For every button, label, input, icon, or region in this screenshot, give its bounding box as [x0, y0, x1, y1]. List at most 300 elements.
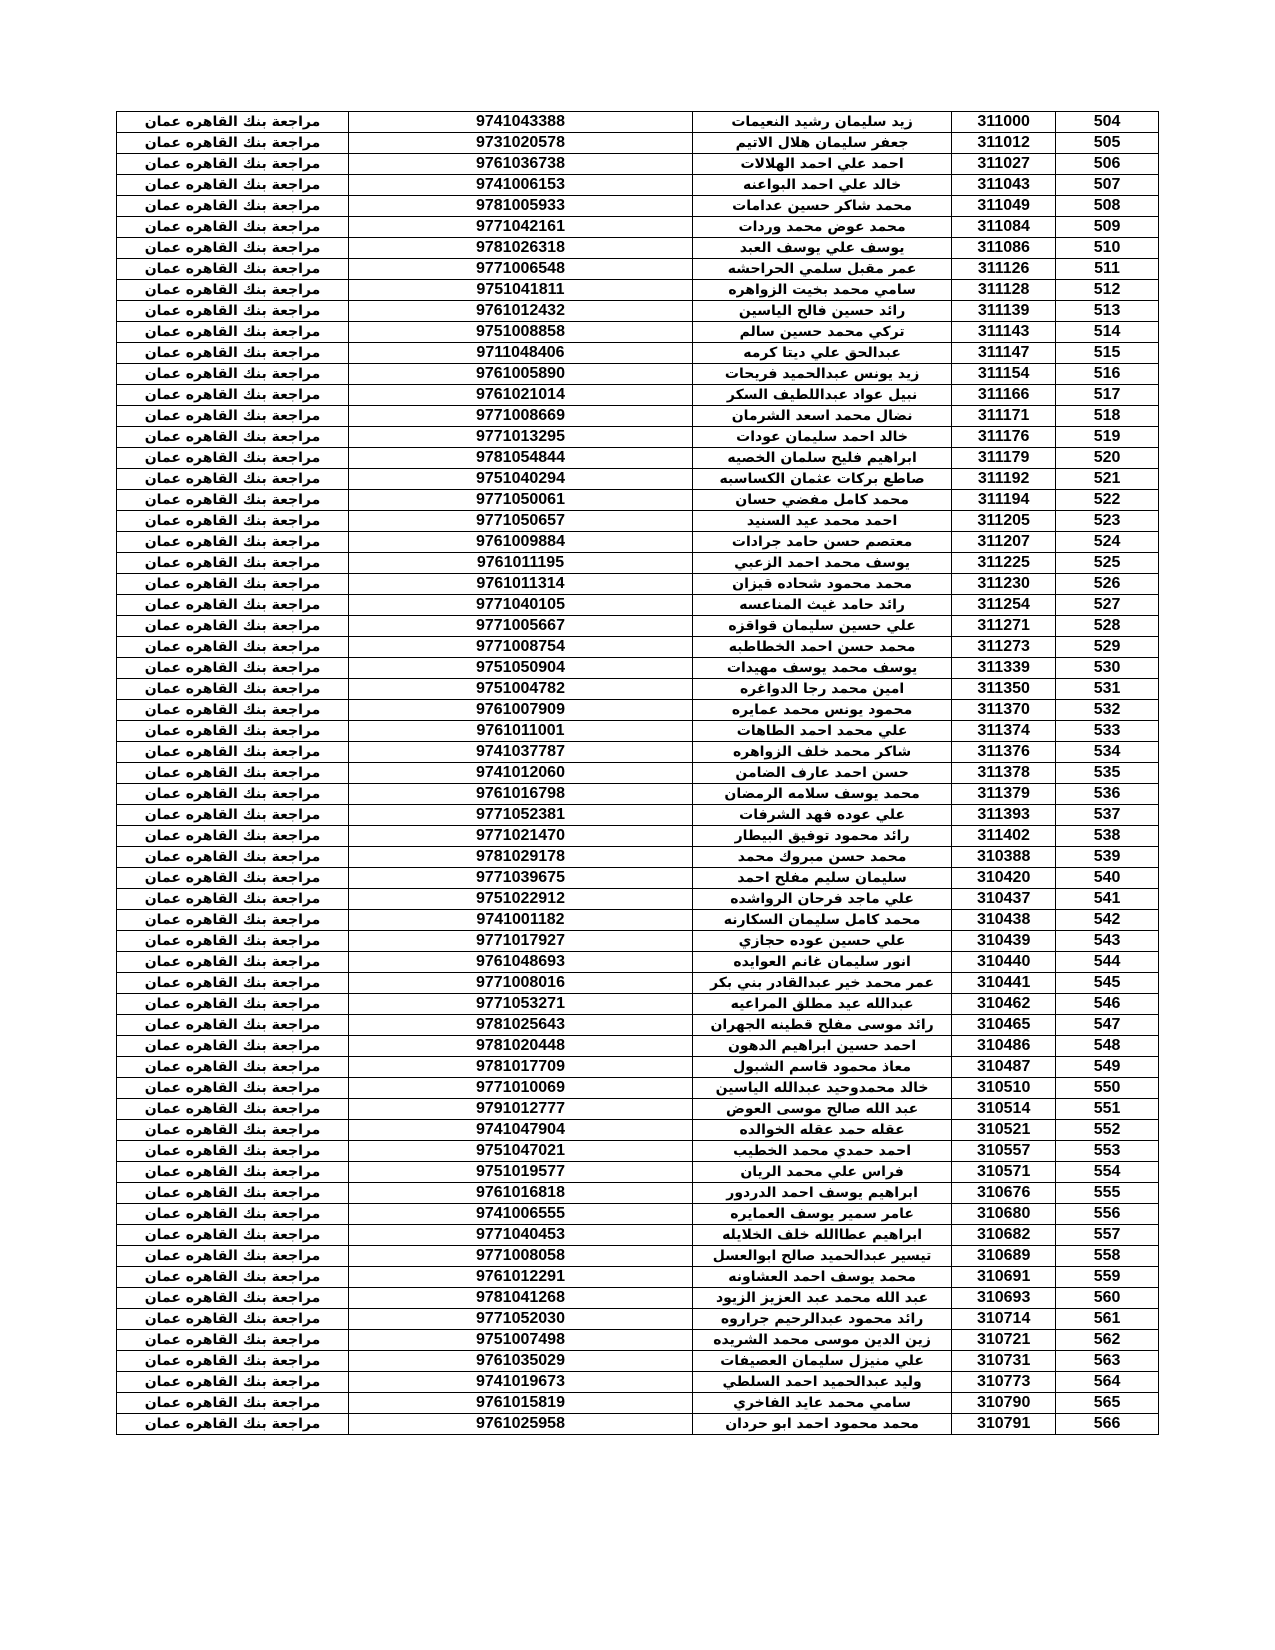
id-number-cell: 311128: [952, 280, 1056, 301]
full-name-cell: علي حسين سليمان قواقزه: [692, 616, 951, 637]
phone-number-cell: 9781005933: [349, 196, 693, 217]
table-row: [117, 1099, 1159, 1120]
table-row: [117, 1351, 1159, 1372]
status-cell: مراجعة بنك القاهره عمان: [117, 1120, 349, 1141]
status-cell: مراجعة بنك القاهره عمان: [117, 175, 349, 196]
phone-number-cell: 9771039675: [349, 868, 693, 889]
id-number-cell: 311139: [952, 301, 1056, 322]
table-row: [117, 154, 1159, 175]
id-number-cell: 310521: [952, 1120, 1056, 1141]
status-cell: مراجعة بنك القاهره عمان: [117, 574, 349, 595]
table-row: [117, 784, 1159, 805]
id-number-cell: 310714: [952, 1309, 1056, 1330]
id-number-cell: 310731: [952, 1351, 1056, 1372]
full-name-cell: عمر مقبل سلمي الحراحشه: [692, 259, 951, 280]
id-number-cell: 310689: [952, 1246, 1056, 1267]
phone-number-cell: 9761015819: [349, 1393, 693, 1414]
status-cell: مراجعة بنك القاهره عمان: [117, 1372, 349, 1393]
full-name-cell: ابراهيم فليح سلمان الخصيه: [692, 448, 951, 469]
id-number-cell: 311194: [952, 490, 1056, 511]
id-number-cell: 310465: [952, 1015, 1056, 1036]
table-row: [117, 679, 1159, 700]
sequence-number-cell: 511: [1056, 259, 1159, 280]
phone-number-cell: 9761012291: [349, 1267, 693, 1288]
sequence-number-cell: 529: [1056, 637, 1159, 658]
table-row: [117, 910, 1159, 931]
id-number-cell: 310438: [952, 910, 1056, 931]
sequence-number-cell: 512: [1056, 280, 1159, 301]
id-number-cell: 311379: [952, 784, 1056, 805]
table-row: [117, 553, 1159, 574]
phone-number-cell: 9751047021: [349, 1141, 693, 1162]
table-row: [117, 469, 1159, 490]
status-cell: مراجعة بنك القاهره عمان: [117, 427, 349, 448]
id-number-cell: 310514: [952, 1099, 1056, 1120]
phone-number-cell: 9741043388: [349, 112, 693, 133]
phone-number-cell: 9731020578: [349, 133, 693, 154]
full-name-cell: عقله حمد عقله الخوالده: [692, 1120, 951, 1141]
sequence-number-cell: 525: [1056, 553, 1159, 574]
phone-number-cell: 9741006153: [349, 175, 693, 196]
phone-number-cell: 9771050061: [349, 490, 693, 511]
id-number-cell: 310693: [952, 1288, 1056, 1309]
phone-number-cell: 9751004782: [349, 679, 693, 700]
status-cell: مراجعة بنك القاهره عمان: [117, 1141, 349, 1162]
status-cell: مراجعة بنك القاهره عمان: [117, 1225, 349, 1246]
status-cell: مراجعة بنك القاهره عمان: [117, 385, 349, 406]
table-row: [117, 1393, 1159, 1414]
phone-number-cell: 9771042161: [349, 217, 693, 238]
sequence-number-cell: 564: [1056, 1372, 1159, 1393]
status-cell: مراجعة بنك القاهره عمان: [117, 1183, 349, 1204]
full-name-cell: رائد حامد غيث المناعسه: [692, 595, 951, 616]
sequence-number-cell: 543: [1056, 931, 1159, 952]
full-name-cell: عبدالله عيد مطلق المراعيه: [692, 994, 951, 1015]
sequence-number-cell: 539: [1056, 847, 1159, 868]
phone-number-cell: 9771052030: [349, 1309, 693, 1330]
status-cell: مراجعة بنك القاهره عمان: [117, 112, 349, 133]
full-name-cell: يوسف علي يوسف العبد: [692, 238, 951, 259]
phone-number-cell: 9781026318: [349, 238, 693, 259]
table-row: [117, 280, 1159, 301]
sequence-number-cell: 563: [1056, 1351, 1159, 1372]
phone-number-cell: 9761009884: [349, 532, 693, 553]
table-row: [117, 889, 1159, 910]
status-cell: مراجعة بنك القاهره عمان: [117, 1015, 349, 1036]
status-cell: مراجعة بنك القاهره عمان: [117, 469, 349, 490]
sequence-number-cell: 538: [1056, 826, 1159, 847]
status-cell: مراجعة بنك القاهره عمان: [117, 406, 349, 427]
phone-number-cell: 9761048693: [349, 952, 693, 973]
sequence-number-cell: 553: [1056, 1141, 1159, 1162]
sequence-number-cell: 552: [1056, 1120, 1159, 1141]
id-number-cell: 311084: [952, 217, 1056, 238]
phone-number-cell: 9771050657: [349, 511, 693, 532]
status-cell: مراجعة بنك القاهره عمان: [117, 301, 349, 322]
sequence-number-cell: 528: [1056, 616, 1159, 637]
sequence-number-cell: 520: [1056, 448, 1159, 469]
table-row: [117, 301, 1159, 322]
id-number-cell: 310510: [952, 1078, 1056, 1099]
full-name-cell: وليد عبدالحميد احمد السلطي: [692, 1372, 951, 1393]
table-row: [117, 994, 1159, 1015]
id-number-cell: 310571: [952, 1162, 1056, 1183]
full-name-cell: محمود يونس محمد عمايره: [692, 700, 951, 721]
table-row: [117, 700, 1159, 721]
full-name-cell: زيد يونس عبدالحميد فريحات: [692, 364, 951, 385]
phone-number-cell: 9781017709: [349, 1057, 693, 1078]
id-number-cell: 311043: [952, 175, 1056, 196]
id-number-cell: 311376: [952, 742, 1056, 763]
phone-number-cell: 9751050904: [349, 658, 693, 679]
sequence-number-cell: 516: [1056, 364, 1159, 385]
table-row: [117, 238, 1159, 259]
id-number-cell: 311027: [952, 154, 1056, 175]
table-row: [117, 847, 1159, 868]
status-cell: مراجعة بنك القاهره عمان: [117, 1078, 349, 1099]
full-name-cell: يوسف محمد يوسف مهيدات: [692, 658, 951, 679]
phone-number-cell: 9751041811: [349, 280, 693, 301]
table-row: [117, 1015, 1159, 1036]
id-number-cell: 311374: [952, 721, 1056, 742]
table-row: [117, 343, 1159, 364]
sequence-number-cell: 561: [1056, 1309, 1159, 1330]
status-cell: مراجعة بنك القاهره عمان: [117, 217, 349, 238]
id-number-cell: 311154: [952, 364, 1056, 385]
full-name-cell: عمر محمد خير عبدالقادر بني بكر: [692, 973, 951, 994]
sequence-number-cell: 559: [1056, 1267, 1159, 1288]
phone-number-cell: 9761007909: [349, 700, 693, 721]
full-name-cell: معاذ محمود قاسم الشبول: [692, 1057, 951, 1078]
table-row: [117, 133, 1159, 154]
status-cell: مراجعة بنك القاهره عمان: [117, 700, 349, 721]
full-name-cell: محمد كامل سليمان السكارنه: [692, 910, 951, 931]
table-row: [117, 511, 1159, 532]
status-cell: مراجعة بنك القاهره عمان: [117, 1036, 349, 1057]
sequence-number-cell: 515: [1056, 343, 1159, 364]
id-number-cell: 311273: [952, 637, 1056, 658]
sequence-number-cell: 544: [1056, 952, 1159, 973]
id-number-cell: 311192: [952, 469, 1056, 490]
id-number-cell: 310557: [952, 1141, 1056, 1162]
full-name-cell: رائد محمود توفيق البيطار: [692, 826, 951, 847]
full-name-cell: محمد حسن مبروك محمد: [692, 847, 951, 868]
id-number-cell: 310682: [952, 1225, 1056, 1246]
table-row: [117, 1414, 1159, 1435]
sequence-number-cell: 545: [1056, 973, 1159, 994]
sequence-number-cell: 537: [1056, 805, 1159, 826]
id-number-cell: 311339: [952, 658, 1056, 679]
full-name-cell: محمد كامل مفضي حسان: [692, 490, 951, 511]
table-row: [117, 1372, 1159, 1393]
sequence-number-cell: 517: [1056, 385, 1159, 406]
sequence-number-cell: 535: [1056, 763, 1159, 784]
phone-number-cell: 9741037787: [349, 742, 693, 763]
sequence-number-cell: 542: [1056, 910, 1159, 931]
full-name-cell: احمد حمدي محمد الخطيب: [692, 1141, 951, 1162]
full-name-cell: علي عوده فهد الشرفات: [692, 805, 951, 826]
id-number-cell: 311402: [952, 826, 1056, 847]
table-row: [117, 1183, 1159, 1204]
phone-number-cell: 9761011314: [349, 574, 693, 595]
id-number-cell: 311166: [952, 385, 1056, 406]
sequence-number-cell: 536: [1056, 784, 1159, 805]
full-name-cell: ابراهيم يوسف احمد الدردور: [692, 1183, 951, 1204]
sequence-number-cell: 518: [1056, 406, 1159, 427]
full-name-cell: سامي محمد بخيت الزواهره: [692, 280, 951, 301]
full-name-cell: خالد احمد سليمان عودات: [692, 427, 951, 448]
sequence-number-cell: 549: [1056, 1057, 1159, 1078]
table-row: [117, 406, 1159, 427]
id-number-cell: 311000: [952, 112, 1056, 133]
phone-number-cell: 9751008858: [349, 322, 693, 343]
full-name-cell: علي منيزل سليمان العصيفات: [692, 1351, 951, 1372]
full-name-cell: معتصم حسن حامد جرادات: [692, 532, 951, 553]
table-row: [117, 322, 1159, 343]
id-number-cell: 310680: [952, 1204, 1056, 1225]
table-row: [117, 1330, 1159, 1351]
id-number-cell: 310773: [952, 1372, 1056, 1393]
sequence-number-cell: 556: [1056, 1204, 1159, 1225]
sequence-number-cell: 532: [1056, 700, 1159, 721]
full-name-cell: محمد شاكر حسين عدامات: [692, 196, 951, 217]
sequence-number-cell: 541: [1056, 889, 1159, 910]
table-row: [117, 196, 1159, 217]
status-cell: مراجعة بنك القاهره عمان: [117, 322, 349, 343]
roster-table: [116, 111, 1159, 1435]
table-row: [117, 658, 1159, 679]
status-cell: مراجعة بنك القاهره عمان: [117, 973, 349, 994]
phone-number-cell: 9761011001: [349, 721, 693, 742]
phone-number-cell: 9771008016: [349, 973, 693, 994]
status-cell: مراجعة بنك القاهره عمان: [117, 490, 349, 511]
status-cell: مراجعة بنك القاهره عمان: [117, 364, 349, 385]
sequence-number-cell: 531: [1056, 679, 1159, 700]
phone-number-cell: 9741001182: [349, 910, 693, 931]
id-number-cell: 311147: [952, 343, 1056, 364]
status-cell: مراجعة بنك القاهره عمان: [117, 910, 349, 931]
phone-number-cell: 9771052381: [349, 805, 693, 826]
sequence-number-cell: 509: [1056, 217, 1159, 238]
status-cell: مراجعة بنك القاهره عمان: [117, 931, 349, 952]
table-row: [117, 1288, 1159, 1309]
sequence-number-cell: 522: [1056, 490, 1159, 511]
id-number-cell: 311143: [952, 322, 1056, 343]
full-name-cell: زين الدين موسى محمد الشريده: [692, 1330, 951, 1351]
sequence-number-cell: 527: [1056, 595, 1159, 616]
phone-number-cell: 9781020448: [349, 1036, 693, 1057]
sequence-number-cell: 557: [1056, 1225, 1159, 1246]
sequence-number-cell: 507: [1056, 175, 1159, 196]
status-cell: مراجعة بنك القاهره عمان: [117, 1414, 349, 1435]
full-name-cell: عبدالحق علي ديتا كرمه: [692, 343, 951, 364]
full-name-cell: محمد محمود شحاده قيزان: [692, 574, 951, 595]
status-cell: مراجعة بنك القاهره عمان: [117, 511, 349, 532]
id-number-cell: 310790: [952, 1393, 1056, 1414]
status-cell: مراجعة بنك القاهره عمان: [117, 742, 349, 763]
table-row: [117, 805, 1159, 826]
phone-number-cell: 9771010069: [349, 1078, 693, 1099]
sequence-number-cell: 504: [1056, 112, 1159, 133]
full-name-cell: يوسف محمد احمد الزعبي: [692, 553, 951, 574]
table-row: [117, 721, 1159, 742]
sequence-number-cell: 558: [1056, 1246, 1159, 1267]
id-number-cell: 311171: [952, 406, 1056, 427]
id-number-cell: 311012: [952, 133, 1056, 154]
full-name-cell: شاكر محمد خلف الزواهره: [692, 742, 951, 763]
status-cell: مراجعة بنك القاهره عمان: [117, 952, 349, 973]
id-number-cell: 311049: [952, 196, 1056, 217]
status-cell: مراجعة بنك القاهره عمان: [117, 1267, 349, 1288]
sequence-number-cell: 555: [1056, 1183, 1159, 1204]
full-name-cell: حسن احمد عارف الضامن: [692, 763, 951, 784]
status-cell: مراجعة بنك القاهره عمان: [117, 259, 349, 280]
status-cell: مراجعة بنك القاهره عمان: [117, 1099, 349, 1120]
phone-number-cell: 9771040105: [349, 595, 693, 616]
id-number-cell: 311176: [952, 427, 1056, 448]
phone-number-cell: 9741012060: [349, 763, 693, 784]
full-name-cell: علي محمد احمد الطاهات: [692, 721, 951, 742]
status-cell: مراجعة بنك القاهره عمان: [117, 1162, 349, 1183]
sequence-number-cell: 524: [1056, 532, 1159, 553]
status-cell: مراجعة بنك القاهره عمان: [117, 280, 349, 301]
phone-number-cell: 9771005667: [349, 616, 693, 637]
table-row: [117, 868, 1159, 889]
table-row: [117, 1120, 1159, 1141]
phone-number-cell: 9771008058: [349, 1246, 693, 1267]
full-name-cell: علي ماجد فرحان الرواشده: [692, 889, 951, 910]
sequence-number-cell: 562: [1056, 1330, 1159, 1351]
full-name-cell: سامي محمد عايد الفاخري: [692, 1393, 951, 1414]
status-cell: مراجعة بنك القاهره عمان: [117, 196, 349, 217]
status-cell: مراجعة بنك القاهره عمان: [117, 994, 349, 1015]
phone-number-cell: 9751022912: [349, 889, 693, 910]
status-cell: مراجعة بنك القاهره عمان: [117, 595, 349, 616]
sequence-number-cell: 546: [1056, 994, 1159, 1015]
id-number-cell: 311086: [952, 238, 1056, 259]
id-number-cell: 311370: [952, 700, 1056, 721]
sequence-number-cell: 510: [1056, 238, 1159, 259]
phone-number-cell: 9711048406: [349, 343, 693, 364]
full-name-cell: محمد محمود احمد ابو حردان: [692, 1414, 951, 1435]
table-row: [117, 931, 1159, 952]
phone-number-cell: 9761012432: [349, 301, 693, 322]
table-row: [117, 595, 1159, 616]
sequence-number-cell: 519: [1056, 427, 1159, 448]
table-row: [117, 637, 1159, 658]
full-name-cell: نبيل عواد عبداللطيف السكر: [692, 385, 951, 406]
status-cell: مراجعة بنك القاهره عمان: [117, 1351, 349, 1372]
id-number-cell: 310388: [952, 847, 1056, 868]
full-name-cell: خالد علي احمد البواعنه: [692, 175, 951, 196]
phone-number-cell: 9781041268: [349, 1288, 693, 1309]
phone-number-cell: 9751040294: [349, 469, 693, 490]
sequence-number-cell: 554: [1056, 1162, 1159, 1183]
phone-number-cell: 9771053271: [349, 994, 693, 1015]
sequence-number-cell: 506: [1056, 154, 1159, 175]
sequence-number-cell: 513: [1056, 301, 1159, 322]
full-name-cell: تيسير عبدالحميد صالح ابوالعسل: [692, 1246, 951, 1267]
full-name-cell: محمد عوض محمد وردات: [692, 217, 951, 238]
status-cell: مراجعة بنك القاهره عمان: [117, 868, 349, 889]
status-cell: مراجعة بنك القاهره عمان: [117, 679, 349, 700]
id-number-cell: 310676: [952, 1183, 1056, 1204]
table-row: [117, 1267, 1159, 1288]
phone-number-cell: 9771008754: [349, 637, 693, 658]
phone-number-cell: 9761016798: [349, 784, 693, 805]
table-row: [117, 616, 1159, 637]
full-name-cell: انور سليمان غانم العوايده: [692, 952, 951, 973]
full-name-cell: احمد محمد عيد السنيد: [692, 511, 951, 532]
id-number-cell: 311350: [952, 679, 1056, 700]
status-cell: مراجعة بنك القاهره عمان: [117, 805, 349, 826]
status-cell: مراجعة بنك القاهره عمان: [117, 616, 349, 637]
table-row: [117, 1246, 1159, 1267]
status-cell: مراجعة بنك القاهره عمان: [117, 1057, 349, 1078]
phone-number-cell: 9761025958: [349, 1414, 693, 1435]
phone-number-cell: 9751007498: [349, 1330, 693, 1351]
sequence-number-cell: 550: [1056, 1078, 1159, 1099]
full-name-cell: نضال محمد اسعد الشرمان: [692, 406, 951, 427]
table-row: [117, 826, 1159, 847]
table-row: [117, 1309, 1159, 1330]
full-name-cell: امين محمد رجا الدواغره: [692, 679, 951, 700]
full-name-cell: ابراهيم عطاالله خلف الخلايله: [692, 1225, 951, 1246]
full-name-cell: محمد يوسف احمد العشاونه: [692, 1267, 951, 1288]
status-cell: مراجعة بنك القاهره عمان: [117, 1288, 349, 1309]
id-number-cell: 311126: [952, 259, 1056, 280]
status-cell: مراجعة بنك القاهره عمان: [117, 658, 349, 679]
table-row: [117, 259, 1159, 280]
table-row: [117, 490, 1159, 511]
table-row: [117, 1204, 1159, 1225]
phone-number-cell: 9741019673: [349, 1372, 693, 1393]
id-number-cell: 311271: [952, 616, 1056, 637]
full-name-cell: احمد علي احمد الهلالات: [692, 154, 951, 175]
table-row: [117, 574, 1159, 595]
sequence-number-cell: 526: [1056, 574, 1159, 595]
status-cell: مراجعة بنك القاهره عمان: [117, 238, 349, 259]
id-number-cell: 310440: [952, 952, 1056, 973]
table-row: [117, 1036, 1159, 1057]
status-cell: مراجعة بنك القاهره عمان: [117, 532, 349, 553]
table-row: [117, 1162, 1159, 1183]
status-cell: مراجعة بنك القاهره عمان: [117, 847, 349, 868]
table-row: [117, 1141, 1159, 1162]
phone-number-cell: 9741006555: [349, 1204, 693, 1225]
table-row: [117, 217, 1159, 238]
phone-number-cell: 9761021014: [349, 385, 693, 406]
table-row: [117, 1225, 1159, 1246]
phone-number-cell: 9761005890: [349, 364, 693, 385]
full-name-cell: محمد يوسف سلامه الرمضان: [692, 784, 951, 805]
full-name-cell: عامر سمير يوسف العمايره: [692, 1204, 951, 1225]
sequence-number-cell: 565: [1056, 1393, 1159, 1414]
status-cell: مراجعة بنك القاهره عمان: [117, 889, 349, 910]
id-number-cell: 311393: [952, 805, 1056, 826]
sequence-number-cell: 514: [1056, 322, 1159, 343]
phone-number-cell: 9761035029: [349, 1351, 693, 1372]
phone-number-cell: 9761011195: [349, 553, 693, 574]
table-row: [117, 385, 1159, 406]
id-number-cell: 310462: [952, 994, 1056, 1015]
id-number-cell: 311378: [952, 763, 1056, 784]
full-name-cell: زيد سليمان رشيد النعيمات: [692, 112, 951, 133]
status-cell: مراجعة بنك القاهره عمان: [117, 763, 349, 784]
id-number-cell: 311225: [952, 553, 1056, 574]
roster-body: [117, 112, 1159, 1435]
status-cell: مراجعة بنك القاهره عمان: [117, 826, 349, 847]
